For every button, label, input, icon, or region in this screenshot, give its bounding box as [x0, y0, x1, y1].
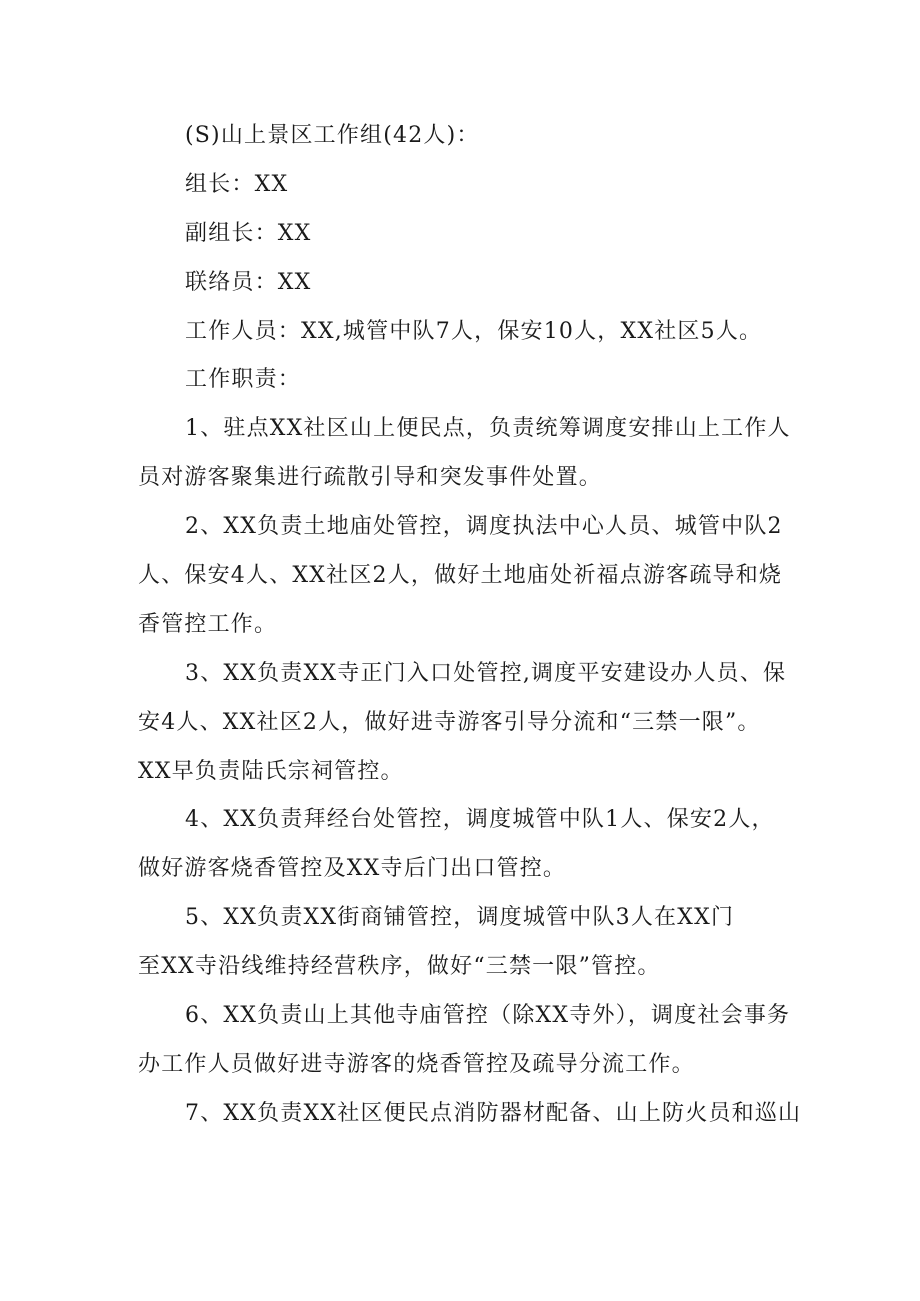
document-line: (S)山上景区工作组(42人)：	[185, 123, 480, 148]
document-line: 副组长：XX	[185, 220, 312, 246]
document-line: 4、XX负责拜经台处管控，调度城管中队1人、保安2人，	[185, 807, 775, 833]
document-line: 3、XX负责XX寺正门入口处管控,调度平安建设办人员、保	[185, 660, 787, 686]
document-line: 员对游客聚集进行疏散引导和突发事件处置。	[138, 465, 603, 491]
document-line: 工作职责：	[185, 367, 302, 393]
document-line: 联络员：XX	[185, 269, 312, 295]
document-line: 至XX寺沿线维持经营秩序，做好“三禁一限”管控。	[138, 954, 661, 980]
document-line: 5、XX负责XX街商铺管控，调度城管中队3人在XX门	[185, 905, 735, 931]
document-line: 做好游客烧香管控及XX寺后门出口管控。	[138, 856, 567, 882]
document-line: 人、保安4人、XX社区2人，做好土地庙处祈福点游客疏导和烧	[138, 563, 783, 589]
document-body	[138, 112, 802, 1139]
document-line: 2、XX负责土地庙处管控，调度执法中心人员、城管中队2	[185, 514, 783, 540]
document-line: 香管控工作。	[138, 611, 278, 637]
document-line: 工作人员：XX,城管中队7人，保安10人，XX社区5人。	[185, 318, 763, 344]
document-line: XX早负责陆氏宗祠管控。	[138, 758, 404, 784]
document-line: 安4人、XX社区2人，做好进寺游客引导分流和“三禁一限”。	[138, 709, 761, 735]
document-line: 办工作人员做好进寺游客的烧香管控及疏导分流工作。	[138, 1051, 695, 1077]
document-line: 7、XX负责XX社区便民点消防器材配备、山上防火员和巡山	[185, 1100, 802, 1126]
document-line: 1、驻点XX社区山上便民点，负责统筹调度安排山上工作人	[185, 416, 791, 442]
document-line: 6、XX负责山上其他寺庙管控（除XX寺外），调度社会事务	[185, 1003, 791, 1029]
document-line: 组长：XX	[185, 171, 289, 197]
